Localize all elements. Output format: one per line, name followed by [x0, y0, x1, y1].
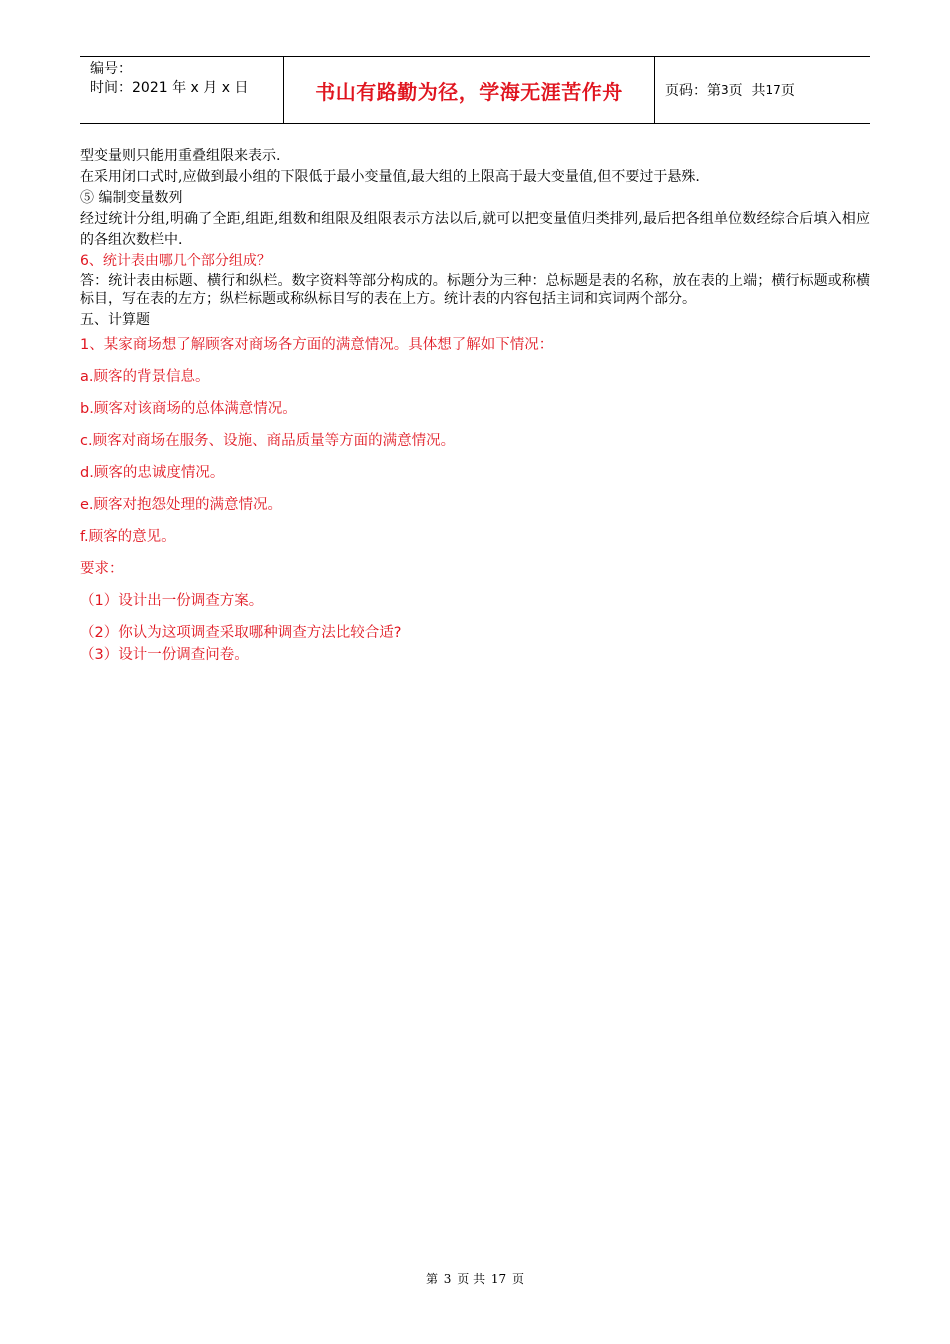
list-item: a.顾客的背景信息。 — [80, 369, 210, 385]
body-subheading: ⑤ 编制变量数列 — [80, 190, 183, 206]
list-item: d.顾客的忠诚度情况。 — [80, 465, 225, 481]
footer-current-page: 3 — [443, 1272, 452, 1286]
page-label-prefix: 页码：第 — [665, 83, 721, 99]
footer-suffix: 页 — [512, 1272, 525, 1286]
body-paragraph: 经过统计分组,明确了全距,组距,组数和组限及组限表示方法以后,就可以把变量值归类排列,最后把各组单位数经综合后填入相应的各组次数栏中. — [80, 211, 870, 248]
page-current: 3 — [721, 83, 729, 97]
footer-total-pages: 17 — [490, 1272, 507, 1286]
page-total: 17 — [765, 83, 781, 97]
body-paragraph: 在采用闭口式时,应做到最小组的下限低于最小变量值,最大组的上限高于最大变量值,但不要过于悬殊. — [80, 169, 700, 185]
document-number-label: 编号： — [90, 61, 132, 77]
body-paragraph: 型变量则只能用重叠组限来表示. — [80, 148, 281, 164]
question-heading: 6、统计表由哪几个部分组成？ — [80, 253, 271, 269]
header-motto-cell — [283, 57, 655, 123]
section-heading: 五、计算题 — [80, 312, 150, 328]
document-date-label: 时间：2021 年 x 月 x 日 — [90, 80, 249, 96]
document-body — [80, 146, 870, 665]
page-label-mid: 页 共 — [728, 83, 766, 99]
header-motto: 书山有路勤为径，学海无涯苦作舟 — [315, 79, 623, 104]
requirement-item: （1）设计出一份调查方案。 — [80, 593, 264, 609]
document-header — [80, 56, 870, 124]
list-item: f.顾客的意见。 — [80, 529, 176, 545]
calc-question: 1、某家商场想了解顾客对商场各方面的满意情况。具体想了解如下情况： — [80, 337, 554, 353]
page-footer — [0, 1270, 950, 1287]
requirement-item: （3）设计一份调查问卷。 — [80, 647, 249, 663]
list-item: c.顾客对商场在服务、设施、商品质量等方面的满意情况。 — [80, 433, 456, 449]
header-info-cell — [80, 57, 283, 123]
list-item: b.顾客对该商场的总体满意情况。 — [80, 401, 297, 417]
footer-mid: 页 共 — [457, 1272, 486, 1286]
page-label-suffix: 页 — [780, 83, 795, 99]
requirement-item: （2）你认为这项调查采取哪种调查方法比较合适? — [80, 625, 402, 641]
header-page-cell — [655, 57, 870, 123]
footer-prefix: 第 — [425, 1272, 438, 1286]
answer-paragraph: 答：统计表由标题、横行和纵栏。数字资料等部分构成的。标题分为三种：总标题是表的名称，放在表的上端；横行标题或称横标目，写在表的左方；纵栏标题或称纵标目写的表在上方。统计表的内容包括主词和宾词两个部分。 — [80, 273, 870, 307]
list-item: e.顾客对抱怨处理的满意情况。 — [80, 497, 283, 513]
requirements-heading: 要求： — [80, 561, 124, 577]
